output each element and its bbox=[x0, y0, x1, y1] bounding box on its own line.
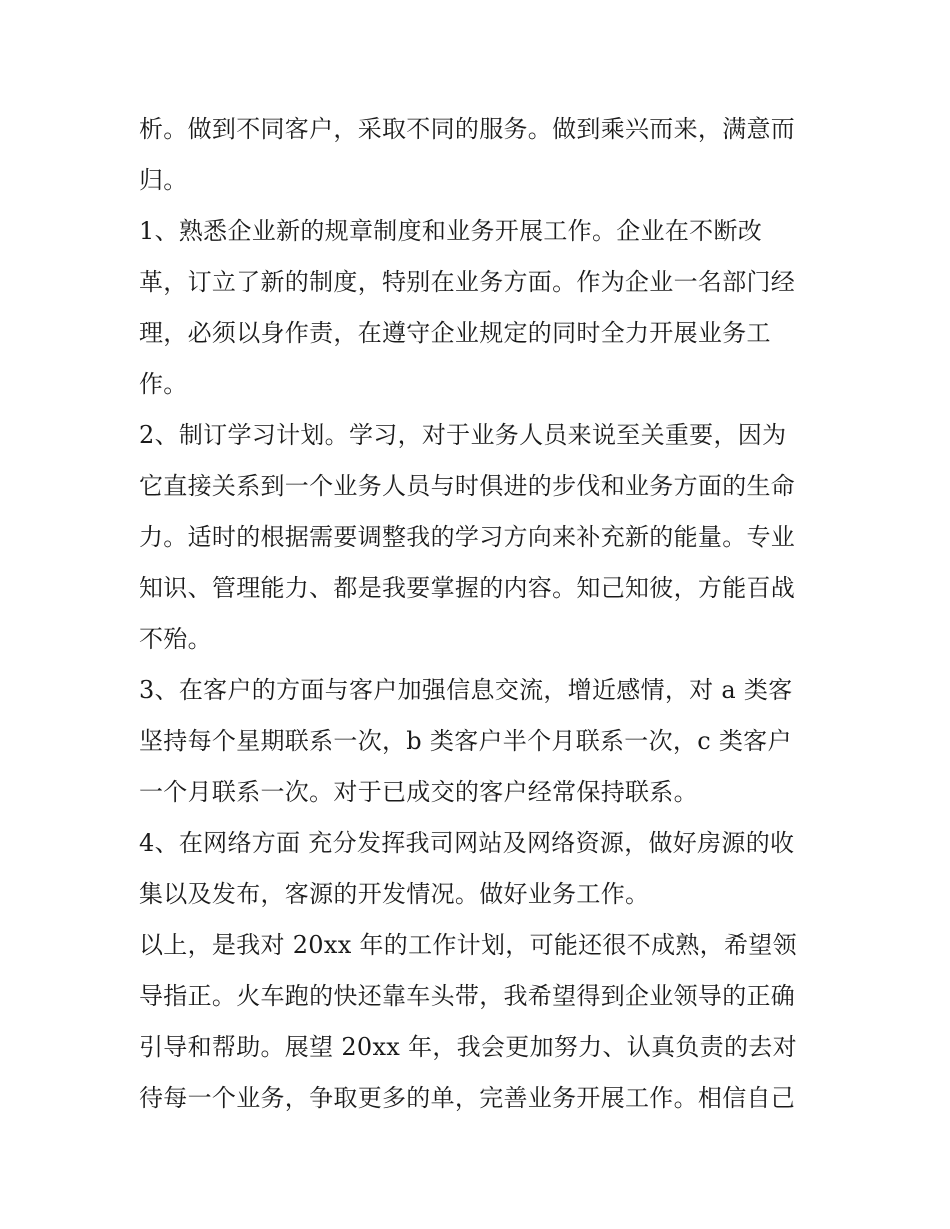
text-line: 导指正。火车跑的快还靠车头带，我希望得到企业领导的正确 bbox=[139, 982, 796, 1010]
text-line: 1、熟悉企业新的规章制度和业务开展工作。企业在不断改 bbox=[139, 217, 763, 245]
text-line: 4、在网络方面 充分发挥我司网站及网络资源，做好房源的收 bbox=[139, 829, 795, 857]
text-line: 集以及发布，客源的开发情况。做好业务工作。 bbox=[139, 880, 650, 908]
text-line: 3、在客户的方面与客户加强信息交流，增近感情，对 a 类客 bbox=[139, 676, 793, 704]
text-line: 革，订立了新的制度，特别在业务方面。作为企业一名部门经 bbox=[139, 268, 796, 296]
text-line: 待每一个业务，争取更多的单，完善业务开展工作。相信自己 bbox=[139, 1084, 796, 1112]
text-line: 不殆。 bbox=[139, 625, 212, 653]
text-line: 引导和帮助。展望 20xx 年，我会更加努力、认真负责的去对 bbox=[139, 1033, 797, 1061]
text-line: 一个月联系一次。对于已成交的客户经常保持联系。 bbox=[139, 778, 698, 806]
text-line: 坚持每个星期联系一次，b 类客户半个月联系一次，c 类客户 bbox=[139, 727, 792, 755]
text-line: 析。做到不同客户，采取不同的服务。做到乘兴而来，满意而 bbox=[139, 115, 796, 143]
text-line: 理，必须以身作责，在遵守企业规定的同时全力开展业务工 bbox=[139, 319, 771, 347]
text-line: 力。适时的根据需要调整我的学习方向来补充新的能量。专业 bbox=[139, 523, 796, 551]
text-line: 2、制订学习计划。学习，对于业务人员来说至关重要，因为 bbox=[139, 421, 787, 449]
document-body bbox=[139, 104, 819, 1124]
text-line: 它直接关系到一个业务人员与时俱进的步伐和业务方面的生命 bbox=[139, 472, 796, 500]
text-line: 作。 bbox=[139, 370, 188, 398]
text-line: 知识、管理能力、都是我要掌握的内容。知己知彼，方能百战 bbox=[139, 574, 796, 602]
text-line: 归。 bbox=[139, 166, 188, 194]
text-line: 以上，是我对 20xx 年的工作计划，可能还很不成熟，希望领 bbox=[139, 931, 797, 959]
